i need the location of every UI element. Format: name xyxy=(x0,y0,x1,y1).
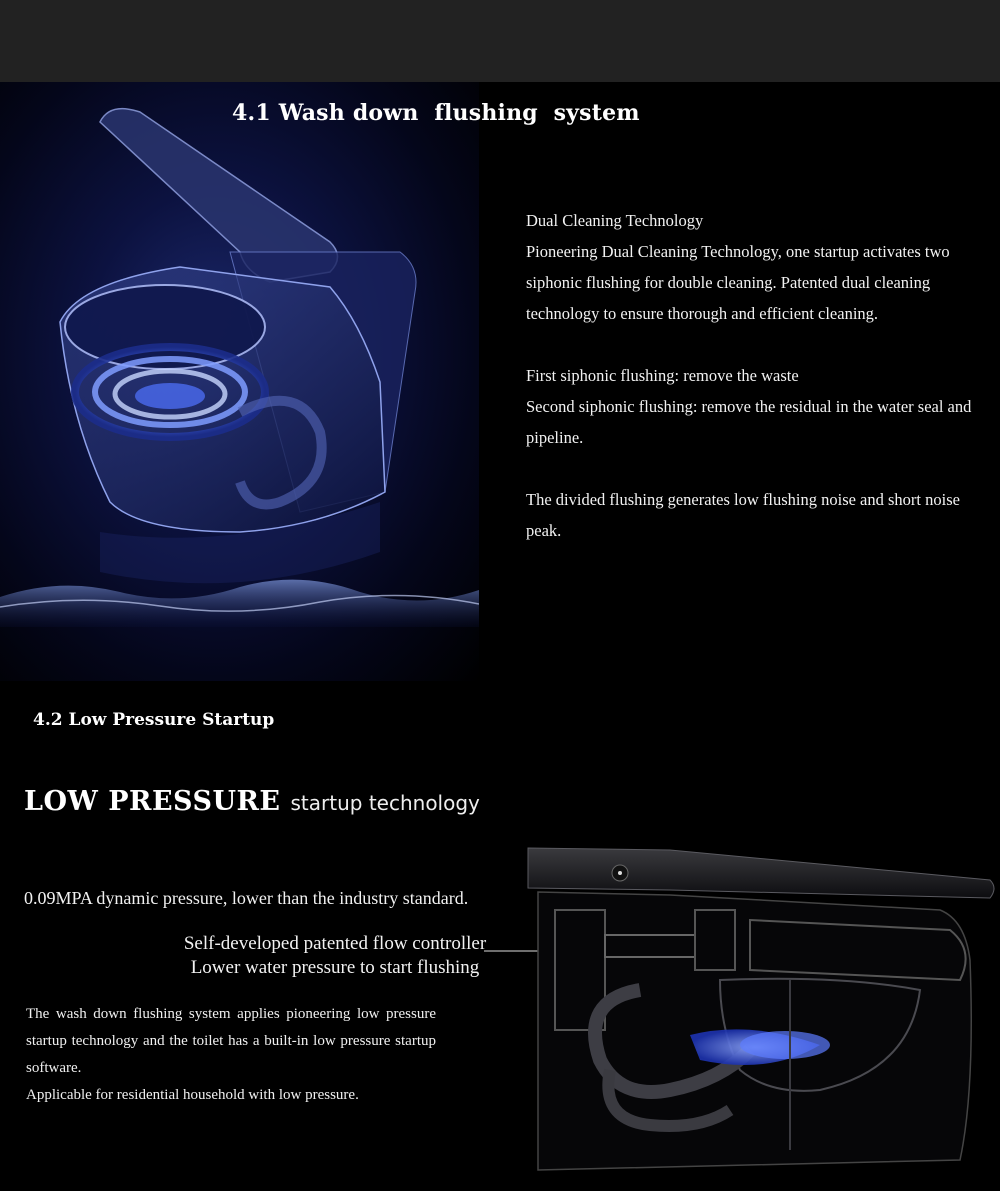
description-paragraph-1: The wash down flushing system applies pioneering low pressure startup technology and the toilet has a built-in low pressure startup software. xyxy=(26,1006,436,1076)
flow-controller-callout xyxy=(150,932,520,980)
pressure-spec: 0.09MPA dynamic pressure, lower than the industry standard. xyxy=(24,888,469,908)
top-bar xyxy=(0,0,1000,82)
callout-line-2: Lower water pressure to start flushing xyxy=(190,957,480,978)
noise-line: The divided flushing generates low flushing noise and short noise peak. xyxy=(526,490,960,540)
toilet-flushing-image xyxy=(0,82,479,681)
second-flush-line: Second siphonic flushing: remove the residual in the water seal and pipeline. xyxy=(526,397,972,447)
description-paragraph-2: Applicable for residential household with low pressure. xyxy=(26,1087,359,1103)
description-paragraph: Pioneering Dual Cleaning Technology, one startup activates two siphonic flushing for double cleaning. Patented dual cleaning technology to ensure thorough and efficient cleaning. xyxy=(526,242,950,323)
description-heading: Dual Cleaning Technology xyxy=(526,211,704,230)
section-4-2-title: 4.2 Low Pressure Startup xyxy=(33,710,275,730)
first-flush-line: First siphonic flushing: remove the waste xyxy=(526,366,799,385)
low-pressure-heading xyxy=(24,786,480,817)
dual-cleaning-description xyxy=(526,205,981,546)
section-4-1-title: 4.1 Wash down flushing system xyxy=(232,100,640,126)
low-pressure-description xyxy=(26,1001,436,1109)
callout-line-1: Self-developed patented flow controller xyxy=(183,933,487,954)
toilet-cutaway-image xyxy=(520,840,1000,1187)
heading-small: startup technology xyxy=(290,791,480,815)
heading-big: LOW PRESSURE xyxy=(24,786,281,817)
